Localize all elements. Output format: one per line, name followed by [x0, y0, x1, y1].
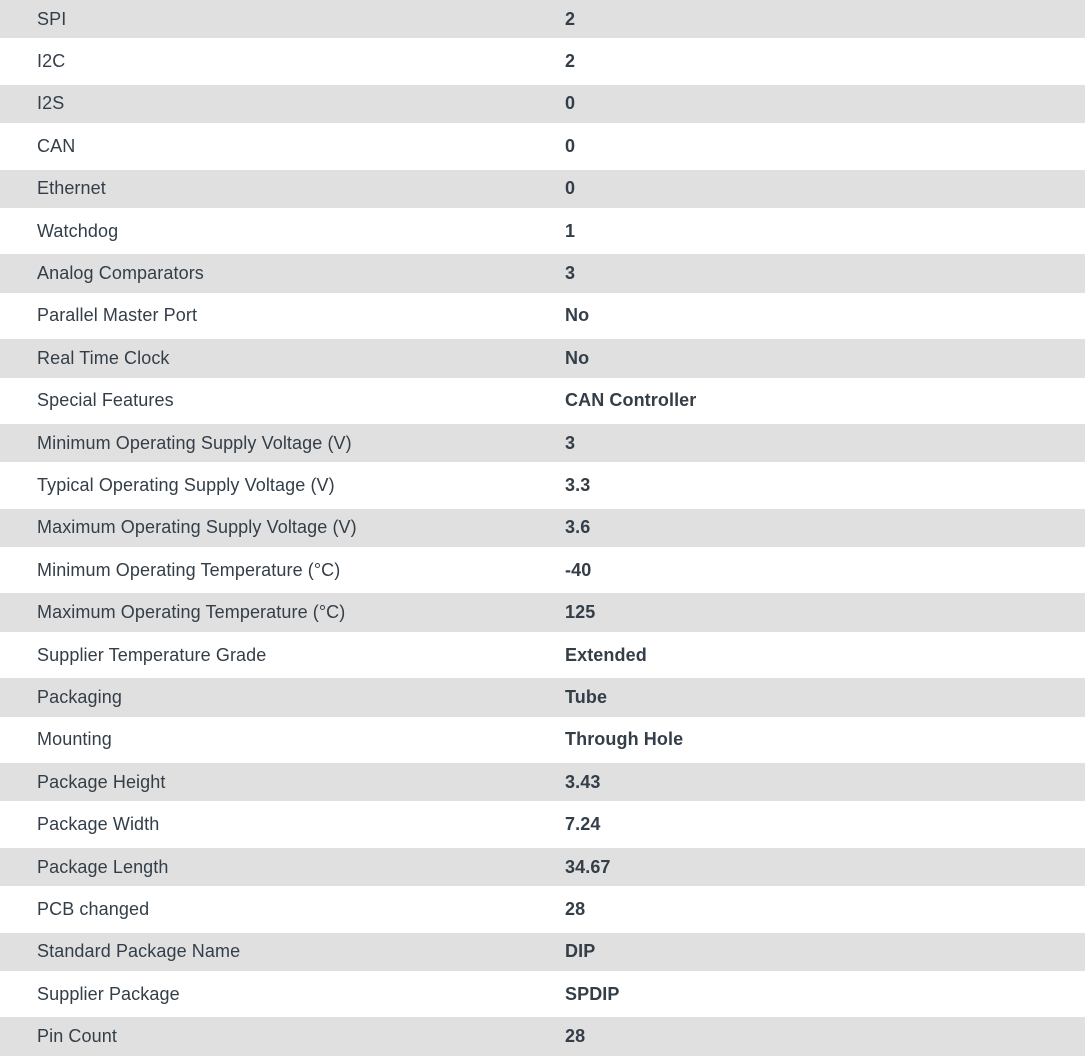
spec-attribute-label: SPI: [37, 8, 67, 29]
spec-attribute-value: 0: [565, 93, 576, 114]
spec-row: [0, 509, 1085, 551]
spec-attribute-value: 3.43: [565, 771, 601, 792]
spec-attribute-label: Watchdog: [37, 220, 119, 241]
spec-attribute-value: Extended: [565, 644, 647, 665]
spec-row: [0, 551, 1085, 593]
spec-attribute-label: Special Features: [37, 390, 174, 411]
spec-attribute-value: 3: [565, 432, 576, 453]
spec-attribute-value: DIP: [565, 941, 596, 962]
spec-attribute-label: Pin Count: [37, 1026, 117, 1047]
spec-attribute-value: 2: [565, 8, 576, 29]
spec-attribute-label: Analog Comparators: [37, 263, 204, 284]
spec-attribute-label: Supplier Package: [37, 983, 180, 1004]
spec-attribute-value: Tube: [565, 686, 608, 707]
spec-attribute-value: 34.67: [565, 856, 611, 877]
spec-attribute-label: Minimum Operating Temperature (°C): [37, 559, 341, 580]
spec-attribute-label: Package Height: [37, 771, 166, 792]
spec-attribute-value: 1: [565, 220, 576, 241]
spec-attribute-label: Maximum Operating Temperature (°C): [37, 602, 346, 623]
spec-row: [0, 212, 1085, 254]
spec-row: [0, 890, 1085, 932]
spec-attribute-label: Standard Package Name: [37, 941, 241, 962]
spec-row: [0, 297, 1085, 339]
spec-attribute-value: No: [565, 305, 590, 326]
spec-attribute-label: PCB changed: [37, 898, 150, 919]
spec-row: [0, 42, 1085, 84]
spec-attribute-value: Through Hole: [565, 729, 684, 750]
spec-row: [0, 0, 1085, 42]
spec-attribute-label: Maximum Operating Supply Voltage (V): [37, 517, 357, 538]
spec-row: [0, 466, 1085, 508]
spec-attribute-value: 2: [565, 51, 576, 72]
spec-attribute-value: CAN Controller: [565, 390, 697, 411]
spec-attribute-value: 0: [565, 178, 576, 199]
spec-row: [0, 127, 1085, 169]
spec-row: [0, 254, 1085, 296]
spec-row: [0, 382, 1085, 424]
spec-attribute-value: 3.6: [565, 517, 591, 538]
spec-attribute-label: Minimum Operating Supply Voltage (V): [37, 432, 352, 453]
spec-attribute-label: I2S: [37, 93, 65, 114]
spec-row: [0, 85, 1085, 127]
spec-row: [0, 805, 1085, 847]
spec-attribute-label: Package Length: [37, 856, 169, 877]
spec-row: [0, 933, 1085, 975]
spec-attribute-label: Ethernet: [37, 178, 106, 199]
spec-row: [0, 170, 1085, 212]
spec-attribute-value: 0: [565, 135, 576, 156]
spec-attribute-value: 3.3: [565, 474, 591, 495]
spec-attribute-label: I2C: [37, 51, 66, 72]
spec-attribute-label: Packaging: [37, 686, 122, 707]
spec-attribute-value: No: [565, 347, 590, 368]
spec-attribute-value: 7.24: [565, 814, 601, 835]
spec-row: [0, 593, 1085, 635]
spec-attribute-label: CAN: [37, 135, 76, 156]
spec-row: [0, 424, 1085, 466]
spec-attribute-value: 28: [565, 898, 586, 919]
spec-row: [0, 339, 1085, 381]
spec-attribute-value: 125: [565, 602, 596, 623]
spec-attribute-label: Supplier Temperature Grade: [37, 644, 267, 665]
spec-attribute-value: 28: [565, 1026, 586, 1047]
spec-attribute-label: Mounting: [37, 729, 112, 750]
spec-attribute-label: Parallel Master Port: [37, 305, 198, 326]
spec-row: [0, 636, 1085, 678]
spec-attribute-label: Package Width: [37, 814, 160, 835]
spec-attribute-value: -40: [565, 559, 592, 580]
spec-row: [0, 1017, 1085, 1059]
spec-attribute-label: Real Time Clock: [37, 347, 170, 368]
spec-attribute-value: SPDIP: [565, 983, 620, 1004]
spec-attribute-value: 3: [565, 263, 576, 284]
spec-row: [0, 721, 1085, 763]
spec-row: [0, 763, 1085, 805]
spec-attribute-label: Typical Operating Supply Voltage (V): [37, 474, 335, 495]
spec-row: [0, 975, 1085, 1017]
spec-row: [0, 678, 1085, 720]
spec-row: [0, 848, 1085, 890]
